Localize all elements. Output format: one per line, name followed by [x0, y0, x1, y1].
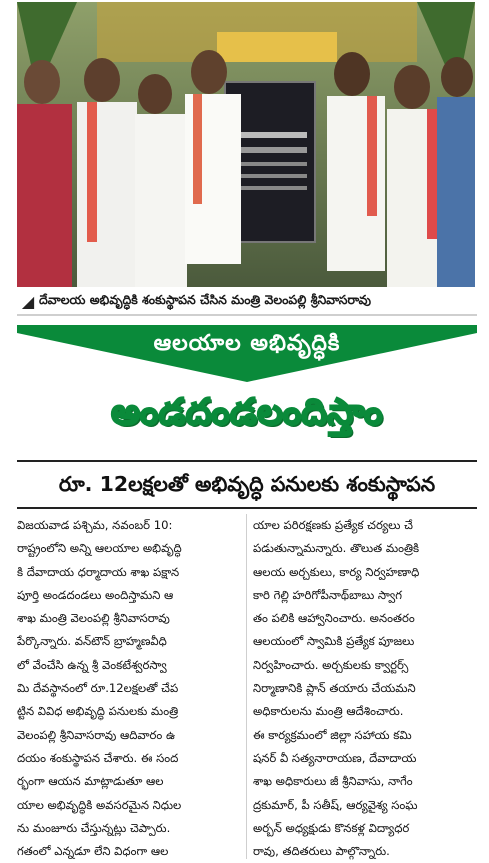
body-line: నిర్వహించారు. అర్చకులకు క్వార్టర్స్: [253, 657, 409, 672]
body-line: ర్భంగా ఆయన మాట్లాడుతూ ఆల: [17, 774, 164, 789]
body-line: రాష్ట్రంలోని అన్ని ఆలయాల అభివృద్ధి: [17, 541, 182, 556]
body-line: అర్బన్ అధ్యక్షుడు కొనకళ్ల విద్యాధర: [253, 820, 410, 835]
column-divider: [246, 514, 247, 859]
body-line: యాల అభివృద్ధికి అవసరమైన నిధుల: [17, 797, 182, 812]
body-line: మి దేవస్థానంలో రూ.12లక్షలతో చేప: [17, 681, 179, 696]
body-line: కి దేవాదాయ ధర్మాదాయ శాఖ పక్షాన: [17, 564, 180, 579]
headline-kicker: ఆలయాల అభివృద్ధికి: [153, 331, 341, 356]
headline-main: అండదండలందిస్తాం: [111, 392, 383, 433]
headline-kicker-band: [17, 325, 477, 382]
body-line: పూర్తి అండదండలు అందిస్తామని ఆ: [17, 587, 174, 602]
body-line: రావు, తదితరులు పాల్గొన్నారు.: [253, 844, 390, 859]
body-line: ను మంజూరు చేస్తున్నట్లు చెప్పారు.: [17, 820, 171, 835]
divider-bottom: [17, 507, 477, 509]
body-line: తం పలికి ఆహ్వానించారు. అనంతరం: [253, 611, 415, 626]
body-line: లో వేంచేసి ఉన్న శ్రీ వెంకటేశ్వరస్వా: [17, 657, 167, 672]
body-line: విజయవాడ పశ్చిమ, నవంబర్ 10:: [17, 518, 173, 532]
body-line: దయం శంకుస్థాపన చేశారు. ఈ సంద: [17, 750, 179, 765]
caption-marker-icon: ◢: [21, 291, 35, 311]
body-line: గతంలో ఎన్నడూ లేని విధంగా ఆల: [17, 844, 169, 859]
body-line: ద్రకుమార్, పీ సతీష్, ఆర్యవైశ్య సంఘ: [253, 797, 418, 812]
body-line: కారి గెల్లి హరిగోపీనాథ్‌బాబు స్వాగ: [253, 587, 402, 602]
body-line: ఆలయ అర్చకులు, కార్య నిర్వహణాధి: [253, 564, 420, 579]
body-line: పడుతున్నామన్నారు. తొలుత మంత్రికి: [253, 541, 420, 556]
body-line: వెలంపల్లి శ్రీనివాసరావు ఆదివారం ఉ: [17, 727, 176, 742]
headline-sub: రూ. 12లక్షలతో అభివృద్ధి పనులకు శంకుస్థాపన: [58, 472, 436, 496]
photo-icon: [17, 2, 475, 287]
body-line: నిర్మాణానికి ప్లాన్ తయారు చేయమని: [253, 681, 416, 696]
body-line: షనర్ వీ సత్యనారాయణ, దేవాదాయ: [253, 750, 417, 765]
article-photo: [17, 2, 475, 287]
body-line: ట్టిన వివిధ అభివృద్ధి పనులకు మంత్రి: [17, 704, 179, 719]
body-line: ఆలయంలో స్వామికి ప్రత్యేక పూజలు: [253, 634, 415, 649]
body-line: యాల పరిరక్షణకు ప్రత్యేక చర్యలు చే: [253, 518, 413, 532]
body-column-left: [17, 514, 243, 863]
photo-caption: [17, 288, 477, 316]
body-line: ఈ కార్యక్రమంలో జిల్లా సహాయ కమి: [253, 727, 412, 742]
body-line: శాఖ మంత్రి వెలంపల్లి శ్రీనివాసరావు: [17, 611, 170, 626]
caption-text: దేవాలయ అభివృద్ధికి శంకుస్థాపన చేసిన మంత్రి వెలంపల్లి శ్రీనివాసరావు: [39, 292, 372, 307]
body-line: అధికారులను మంత్రి ఆదేశించారు.: [253, 704, 404, 719]
body-column-right: [253, 514, 479, 863]
body-line: పేర్కొన్నారు. వన్‌టౌన్ బ్రాహ్మణవీధి: [17, 634, 167, 649]
body-line: శాఖ అధికారులు జీ శ్రీనివాసు, నాగేం: [253, 774, 413, 789]
